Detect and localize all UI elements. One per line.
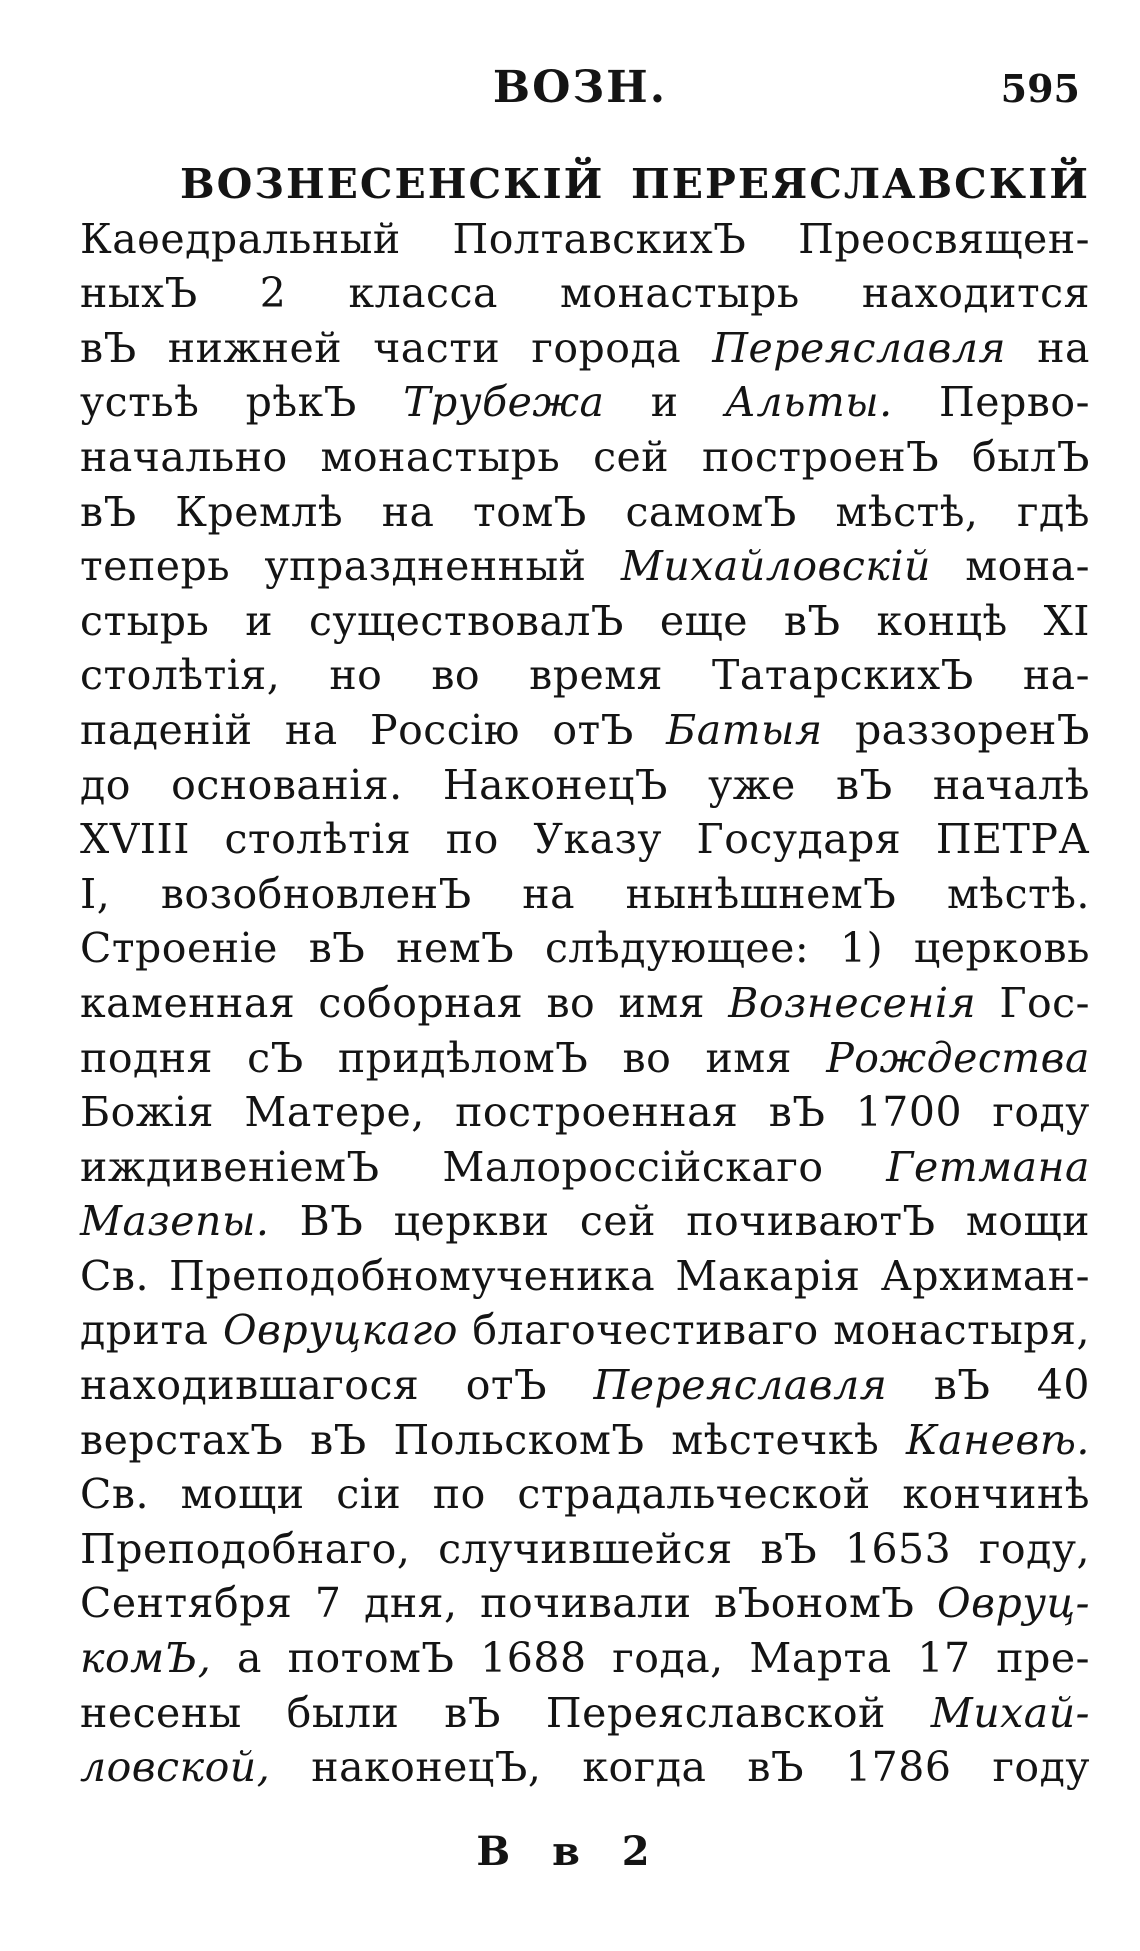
word: и (650, 378, 679, 427)
text-line (80, 215, 1090, 270)
word: столѣтія, (80, 651, 281, 700)
text-line (80, 651, 1090, 706)
word: находившагося (80, 1361, 420, 1410)
word: вЪономЪ (714, 1579, 915, 1628)
text-line (80, 979, 1090, 1034)
word: Михайловскій (620, 542, 931, 591)
word: случившейся (438, 1524, 733, 1573)
word: мѣстѣ. (946, 869, 1090, 918)
text-line (80, 1034, 1090, 1089)
text-line (80, 433, 1090, 488)
text-line (80, 706, 1090, 761)
word: Преосвящен- (798, 214, 1090, 263)
word: почивали (480, 1579, 692, 1628)
word: монастырь (560, 269, 800, 318)
word: гдѣ (1017, 487, 1090, 536)
word: году (992, 1088, 1090, 1137)
word: Строеніе (80, 924, 278, 973)
text-line (80, 378, 1090, 433)
text-line (80, 1143, 1090, 1198)
word: Сентября (80, 1579, 293, 1628)
word: былЪ (972, 432, 1090, 481)
word: ПолтавскихЪ (452, 214, 747, 263)
text-line (80, 488, 1090, 543)
word: находится (861, 269, 1090, 318)
text-line (80, 815, 1090, 870)
word: Каневѣ. (905, 1415, 1090, 1464)
word: еще (659, 596, 749, 645)
text-line (80, 924, 1090, 979)
word: концѣ (876, 596, 1008, 645)
word: пре- (996, 1634, 1090, 1683)
word: монастырь (320, 432, 561, 481)
word: Преподобномученика (169, 1251, 656, 1300)
word: 1653 (844, 1524, 952, 1573)
running-title: ВОЗН. (492, 62, 668, 113)
word: НаконецЪ (442, 760, 668, 809)
word: Перво- (939, 378, 1090, 427)
word: Божія (80, 1088, 215, 1137)
word: ПольскомЪ (393, 1415, 645, 1464)
word: Мазепы. (80, 1197, 270, 1246)
word: теперь (80, 542, 231, 591)
word: придѣломЪ (337, 1033, 589, 1082)
word: страдальческой (517, 1470, 871, 1519)
word: были (286, 1688, 400, 1737)
word: Переяславля (712, 323, 1007, 372)
text-line (80, 1252, 1090, 1307)
word: существовалЪ (308, 596, 624, 645)
word: монастыря, (833, 1306, 1090, 1355)
word: почиваютЪ (686, 1197, 936, 1246)
text-line (80, 160, 1090, 215)
word: Вознесенія (728, 978, 977, 1027)
text-line (80, 1743, 1090, 1798)
word: на (1037, 323, 1090, 372)
text-line (80, 1579, 1090, 1634)
text-line (80, 1416, 1090, 1471)
word: вЪ (933, 1361, 991, 1410)
word: ПЕРЕЯСЛАВСКIЙ (631, 160, 1090, 208)
word: Гос- (999, 978, 1090, 1027)
word: ПЕТРА (935, 815, 1090, 864)
word: паденій (80, 705, 253, 754)
word: вЪ (836, 760, 893, 809)
word: раззоренЪ (854, 705, 1090, 754)
word: 2 (259, 269, 287, 318)
word: имя (705, 1033, 793, 1082)
word: наконецЪ, (311, 1743, 542, 1792)
running-head (80, 62, 1080, 122)
word: стырь (80, 596, 210, 645)
word: на (284, 705, 338, 754)
word: году, (978, 1524, 1090, 1573)
word: Михай- (930, 1688, 1090, 1737)
word: построенЪ (701, 432, 940, 481)
word: по (432, 1470, 486, 1519)
word: Марта (749, 1634, 892, 1683)
body-text (80, 160, 1090, 1798)
word: сей (593, 432, 670, 481)
word: во (546, 978, 596, 1027)
word: дрита (80, 1306, 209, 1355)
word: Св. (80, 1251, 149, 1300)
word: Государя (696, 815, 902, 864)
word: мѣстѣ, (835, 487, 979, 536)
word: Переяславской (545, 1688, 886, 1737)
word: потомЪ (287, 1634, 455, 1683)
word: несены (80, 1688, 242, 1737)
word: на (381, 487, 435, 536)
word: время (529, 651, 663, 700)
text-line (80, 597, 1090, 652)
word: мона- (965, 542, 1090, 591)
word: Архиман- (880, 1251, 1090, 1300)
word: соборная (318, 978, 524, 1027)
word: ловской, (80, 1743, 271, 1792)
word: имя (618, 978, 706, 1027)
word: Преподобнаго, (80, 1524, 411, 1573)
word: столѣтія (224, 815, 412, 864)
word: Макарія (675, 1251, 861, 1300)
word: Трубежа (403, 378, 605, 427)
page-number: 595 (1000, 66, 1080, 111)
word: нижней (167, 323, 343, 372)
word: класса (348, 269, 498, 318)
word: до (80, 760, 131, 809)
text-line (80, 761, 1090, 816)
text-line (80, 870, 1090, 925)
word: кончинѣ (902, 1470, 1090, 1519)
word: XVIII (80, 815, 190, 864)
word: мощи (965, 1197, 1090, 1246)
word: рѣкЪ (245, 378, 357, 427)
word: Батыя (666, 705, 823, 754)
word: вЪ (444, 1688, 501, 1737)
word: возобновленЪ (160, 869, 472, 918)
text-line (80, 1470, 1090, 1525)
word: Каѳедральный (80, 214, 401, 263)
word: ВОЗНЕСЕНСКIЙ (180, 160, 605, 208)
word: вЪ (783, 596, 841, 645)
word: но (329, 651, 383, 700)
word: сЪ (247, 1033, 304, 1082)
word: XI (1043, 596, 1090, 645)
word: верстахЪ (80, 1415, 284, 1464)
word: построенная (455, 1088, 739, 1137)
text-line (80, 269, 1090, 324)
word: на- (1022, 651, 1090, 700)
word: иждивеніемЪ (80, 1142, 380, 1191)
word: Указу (533, 815, 662, 864)
word: вЪ (80, 487, 137, 536)
word: начально (80, 432, 288, 481)
word: на (522, 869, 576, 918)
word: Св. (80, 1470, 149, 1519)
word: 40 (1036, 1361, 1090, 1410)
word: церковь (913, 924, 1090, 973)
word: основанія. (171, 760, 403, 809)
word: томЪ (473, 487, 587, 536)
word: слѣдующее: (544, 924, 810, 973)
word: отЪ (465, 1361, 548, 1410)
word: ныхЪ (80, 269, 198, 318)
word: ВЪ (299, 1197, 364, 1246)
word: города (531, 323, 682, 372)
text-line (80, 1088, 1090, 1143)
text-line (80, 1361, 1090, 1416)
word: комЪ, (80, 1634, 212, 1683)
word: упраздненный (264, 542, 587, 591)
word: а (236, 1634, 262, 1683)
word: дня, (364, 1579, 458, 1628)
word: Россію (369, 705, 520, 754)
word: Овруц- (937, 1579, 1090, 1628)
word: 1) (840, 924, 884, 973)
text-line (80, 324, 1090, 379)
word: сей (579, 1197, 656, 1246)
word: вЪ (80, 323, 137, 372)
word: Рождества (826, 1033, 1090, 1082)
word: мощи (180, 1470, 305, 1519)
word: Овруцкаго (222, 1306, 458, 1355)
text-line (80, 1197, 1090, 1252)
word: когда (582, 1743, 707, 1792)
word: нынѣшнемЪ (625, 869, 897, 918)
word: вЪ (760, 1524, 818, 1573)
word: вЪ (308, 924, 366, 973)
word: во (622, 1033, 672, 1082)
word: 17 (917, 1634, 971, 1683)
word: благочестиваго (472, 1306, 819, 1355)
word: Малороссійскаго (442, 1142, 824, 1191)
word: Матере, (244, 1088, 425, 1137)
word: году (992, 1743, 1090, 1792)
printer-signature-mark: В в 2 (476, 1828, 664, 1875)
word: I, (80, 869, 111, 918)
word: 7 (314, 1579, 342, 1628)
word: Кремлѣ (175, 487, 344, 536)
word: мѣстечкѣ (671, 1415, 880, 1464)
word: церкви (393, 1197, 550, 1246)
word: отЪ (552, 705, 634, 754)
text-line (80, 1634, 1090, 1689)
word: части (373, 323, 501, 372)
word: Альты. (724, 378, 893, 427)
word: 1688 (480, 1634, 587, 1683)
word: по (445, 815, 499, 864)
word: вЪ (768, 1088, 826, 1137)
word: началѣ (932, 760, 1090, 809)
word: каменная (80, 978, 296, 1027)
word: Гетмана (886, 1142, 1090, 1191)
word: года, (612, 1634, 724, 1683)
word: сіи (336, 1470, 402, 1519)
word: во (431, 651, 481, 700)
word: устьѣ (80, 378, 200, 427)
text-line (80, 1689, 1090, 1744)
word: 1700 (855, 1088, 963, 1137)
word: 1786 (845, 1743, 952, 1792)
word: подня (80, 1033, 213, 1082)
word: и (245, 596, 274, 645)
word: вЪ (310, 1415, 367, 1464)
word: вЪ (747, 1743, 805, 1792)
text-line (80, 1306, 1090, 1361)
word: самомЪ (625, 487, 797, 536)
word: ТатарскихЪ (712, 651, 974, 700)
word: немЪ (396, 924, 515, 973)
text-line (80, 1525, 1090, 1580)
word: уже (708, 760, 796, 809)
word: Переяславля (593, 1361, 888, 1410)
text-line (80, 542, 1090, 597)
